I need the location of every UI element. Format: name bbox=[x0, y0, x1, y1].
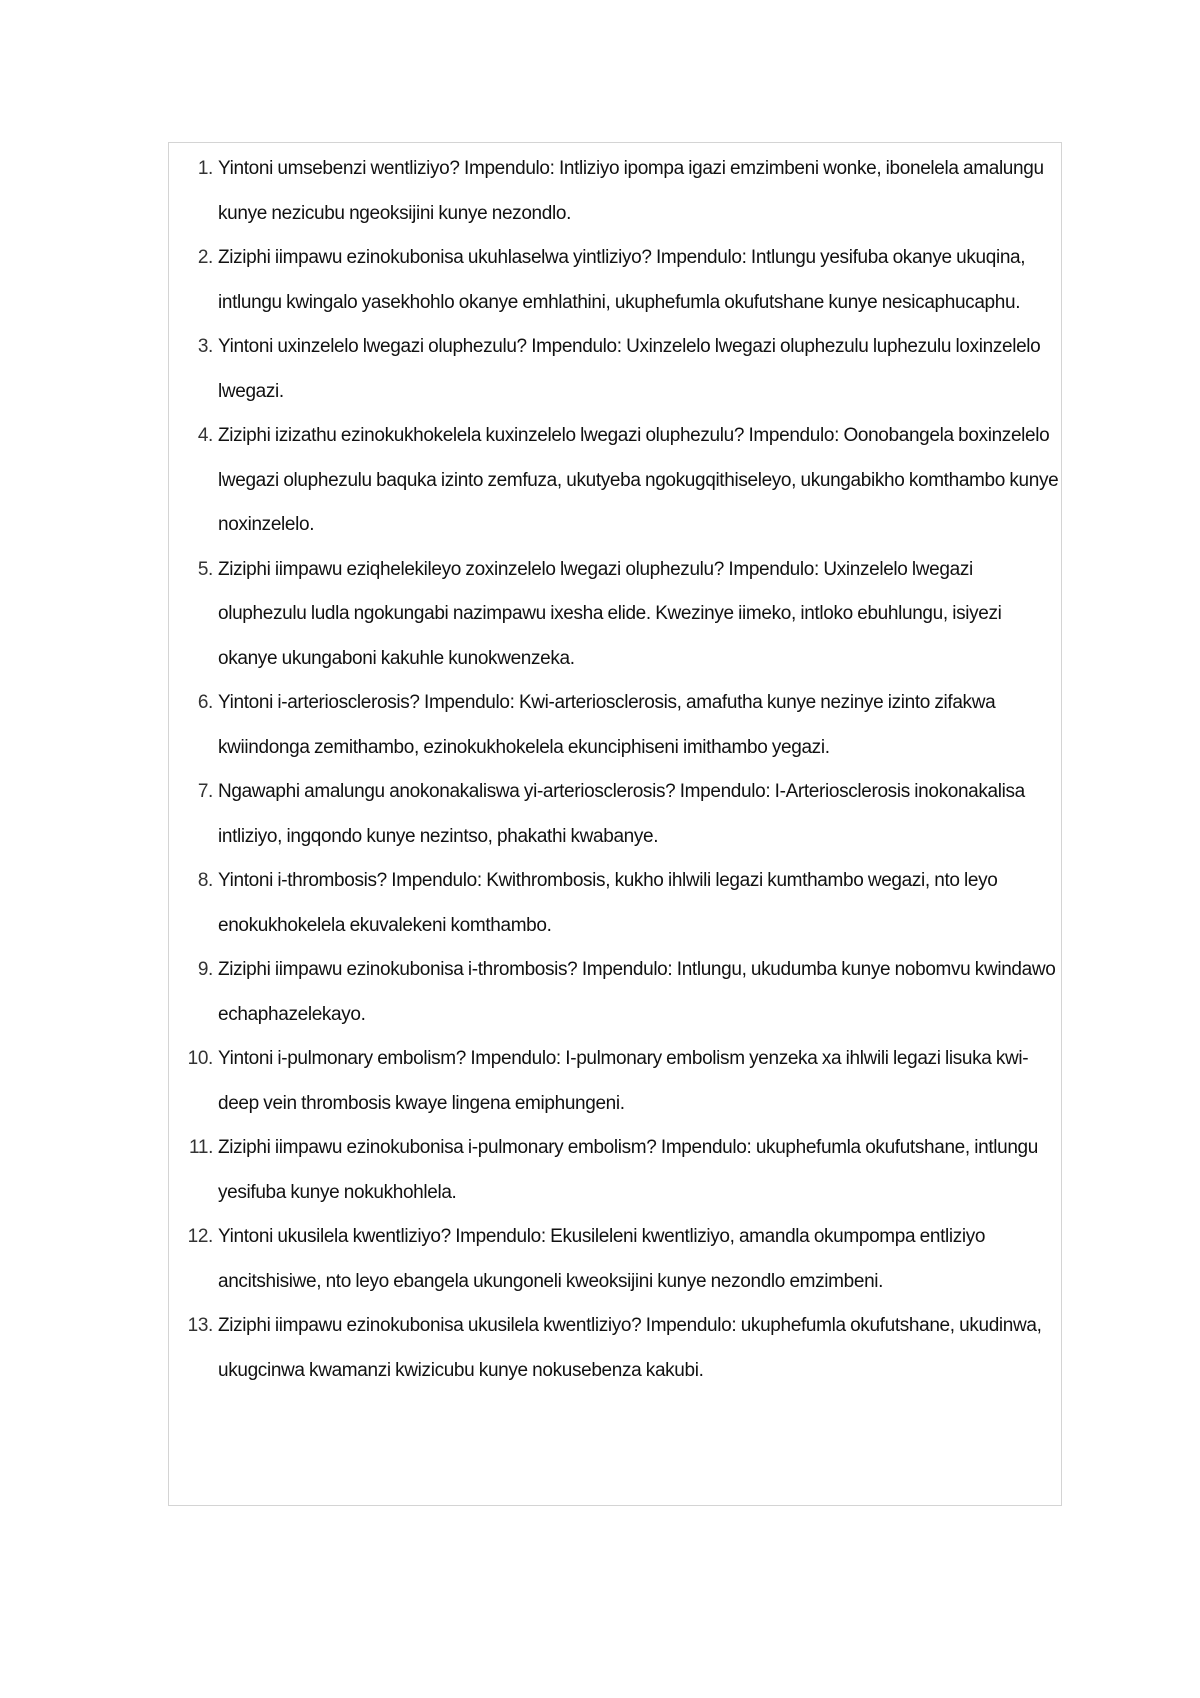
item-number: 2. bbox=[197, 247, 213, 268]
list-item bbox=[169, 859, 1061, 948]
item-number: 12. bbox=[187, 1226, 213, 1247]
item-number: 8. bbox=[197, 870, 213, 891]
item-number: 7. bbox=[197, 781, 213, 802]
item-text: Ziziphi iimpawu ezinokubonisa ukuhlaselwa yintliziyo? Impendulo: Intlungu yesifuba okanye ukuqina, intlungu kwingalo yasekhohlo okanye emhlathini, ukuphefumla okufutshane kunye nesicaphucaphu. bbox=[218, 247, 1026, 313]
item-text: Ziziphi iimpawu ezinokubonisa ukusilela kwentliziyo? Impendulo: ukuphefumla okufutshane, ukudinwa, ukugcinwa kwamanzi kwizicubu kunye nokusebenza kakubi. bbox=[218, 1315, 1042, 1381]
item-text: Yintoni i-arteriosclerosis? Impendulo: Kwi-arteriosclerosis, amafutha kunye nezinye izinto zifakwa kwiindonga zemithambo, ezinokukhokelela ekunciphiseni imithambo yegazi. bbox=[218, 692, 996, 758]
list-item bbox=[169, 1126, 1061, 1215]
item-number: 3. bbox=[197, 336, 213, 357]
item-text: Ngawaphi amalungu anokonakaliswa yi-arteriosclerosis? Impendulo: I-Arteriosclerosis inokonakalisa intliziyo, ingqondo kunye nezintso, phakathi kwabanye. bbox=[218, 781, 1025, 847]
list-item bbox=[169, 414, 1061, 548]
item-number: 6. bbox=[197, 692, 213, 713]
item-text: Yintoni uxinzelelo lwegazi oluphezulu? Impendulo: Uxinzelelo lwegazi oluphezulu luphezulu loxinzelelo lwegazi. bbox=[218, 336, 1041, 402]
list-item bbox=[169, 770, 1061, 859]
item-text: Ziziphi iimpawu ezinokubonisa i-pulmonary embolism? Impendulo: ukuphefumla okufutshane, intlungu yesifuba kunye nokukhohlela. bbox=[218, 1137, 1038, 1203]
item-text: Yintoni ukusilela kwentliziyo? Impendulo: Ekusileleni kwentliziyo, amandla okumpompa entliziyo ancitshisiwe, nto leyo ebangela ukungoneli kweoksijini kunye nezondlo emzimbeni. bbox=[218, 1226, 986, 1292]
item-text: Ziziphi iimpawu eziqhelekileyo zoxinzelelo lwegazi oluphezulu? Impendulo: Uxinzelelo lwegazi oluphezulu ludla ngokungabi nazimpawu ixesha elide. Kwezinye iimeko, intloko ebuhlungu, isiyezi okanye ukungaboni kakuhle kunokwenzeka. bbox=[218, 558, 1002, 669]
item-number: 10. bbox=[187, 1048, 213, 1069]
item-number: 9. bbox=[197, 959, 213, 980]
item-number: 13. bbox=[187, 1315, 213, 1336]
qa-list bbox=[169, 147, 1061, 1393]
list-item bbox=[169, 948, 1061, 1037]
item-text: Ziziphi izizathu ezinokukhokelela kuxinzelelo lwegazi oluphezulu? Impendulo: Oonobangela boxinzelelo lwegazi oluphezulu baquka izinto zemfuza, ukutyeba ngokugqithiseleyo, ukungabikho komthambo kunye noxinzelelo. bbox=[218, 425, 1059, 535]
item-text: Yintoni i-pulmonary embolism? Impendulo: I-pulmonary embolism yenzeka xa ihlwili legazi lisuka kwi-deep vein thrombosis kwaye lingena emiphungeni. bbox=[218, 1048, 1029, 1114]
item-text: Yintoni i-thrombosis? Impendulo: Kwithrombosis, kukho ihlwili legazi kumthambo wegazi, nto leyo enokukhokelela ekuvalekeni komthambo. bbox=[218, 870, 998, 936]
list-item bbox=[169, 681, 1061, 770]
list-item bbox=[169, 1304, 1061, 1393]
item-number: 11. bbox=[189, 1137, 213, 1158]
list-item bbox=[169, 325, 1061, 414]
item-text: Ziziphi iimpawu ezinokubonisa i-thrombosis? Impendulo: Intlungu, ukudumba kunye nobomvu kwindawo echaphazelekayo. bbox=[218, 959, 1056, 1025]
document-box bbox=[168, 142, 1062, 1506]
item-number: 5. bbox=[197, 558, 213, 580]
list-item bbox=[169, 236, 1061, 325]
item-number: 1. bbox=[197, 158, 213, 179]
list-item bbox=[169, 147, 1061, 236]
list-item bbox=[169, 548, 1061, 682]
list-item bbox=[169, 1037, 1061, 1126]
item-number: 4. bbox=[197, 425, 213, 446]
list-item bbox=[169, 1215, 1061, 1304]
item-text: Yintoni umsebenzi wentliziyo? Impendulo: Intliziyo ipompa igazi emzimbeni wonke, ibonelela amalungu kunye nezicubu ngeoksijini kunye nezondlo. bbox=[218, 158, 1044, 224]
